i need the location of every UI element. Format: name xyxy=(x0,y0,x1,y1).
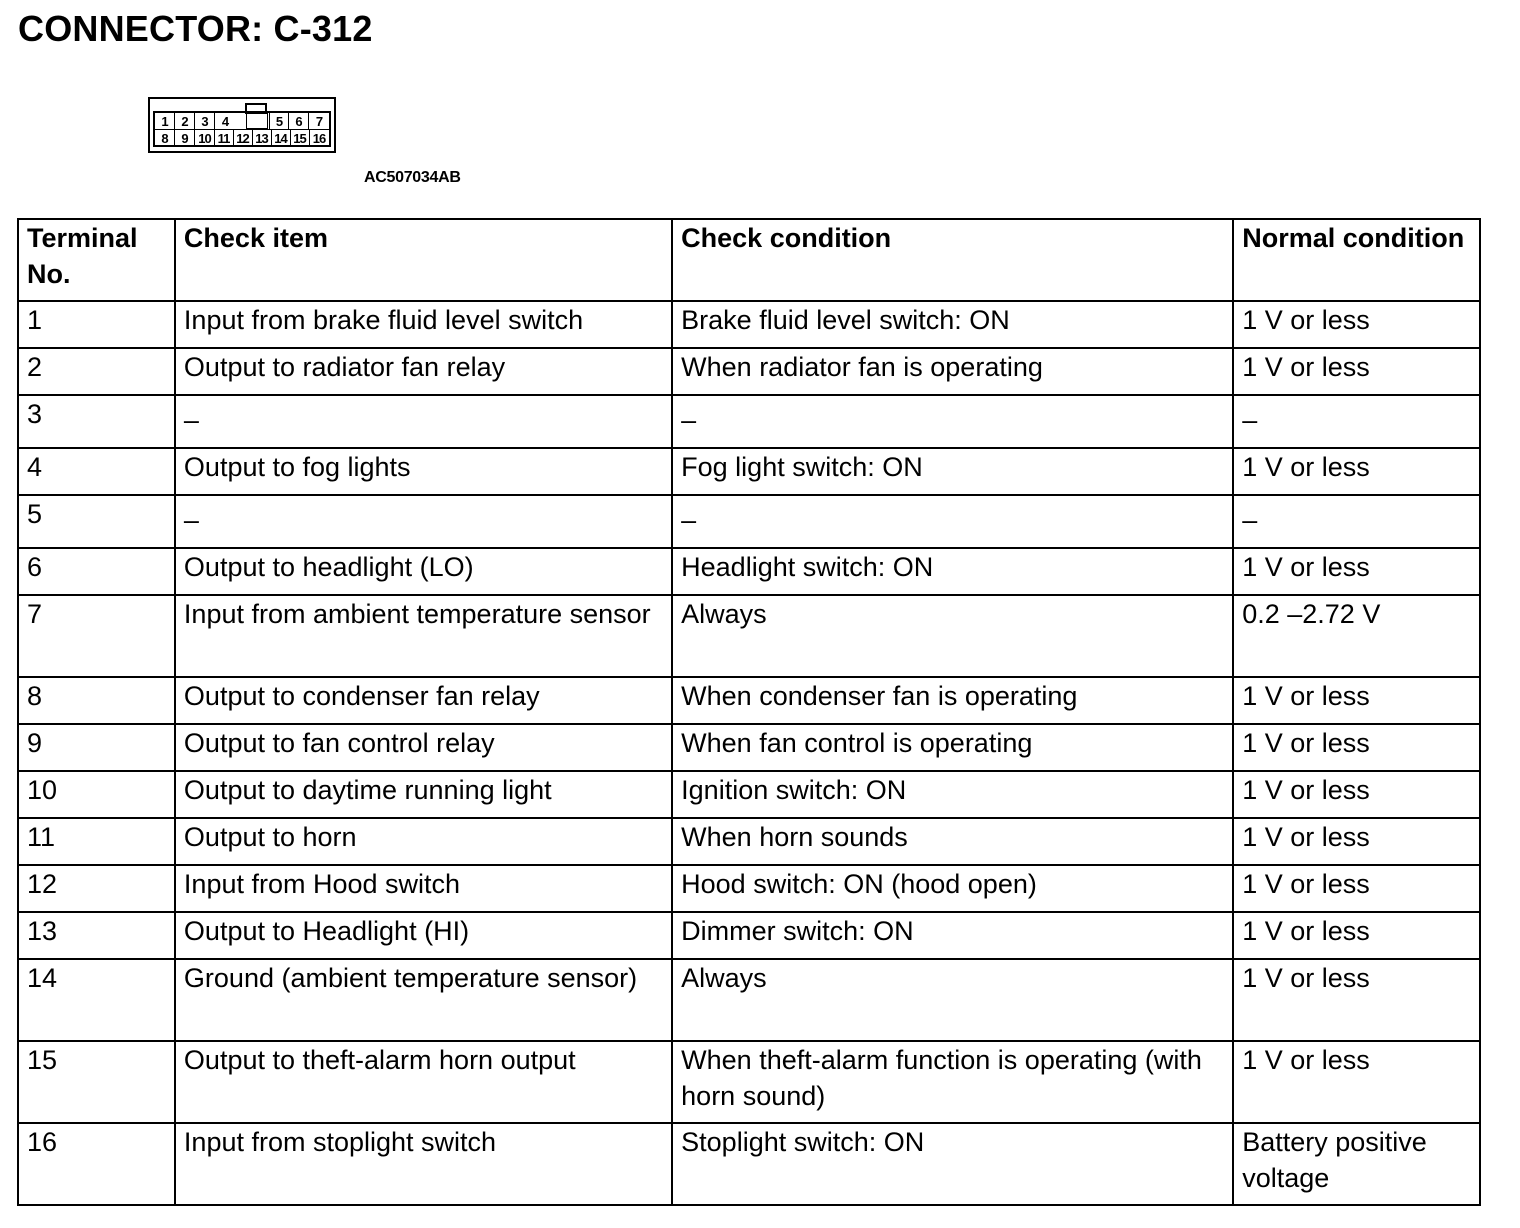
cell-check-item: Output to fog lights xyxy=(175,448,672,495)
pin-label: 8 xyxy=(155,130,175,147)
cell-check-condition: When fan control is operating xyxy=(672,724,1233,771)
cell-check-condition: Dimmer switch: ON xyxy=(672,912,1233,959)
cell-check-item: Ground (ambient temperature sensor) xyxy=(175,959,672,1041)
cell-terminal: 15 xyxy=(18,1041,175,1123)
pin-label: 6 xyxy=(289,113,309,130)
pin-label: 12 xyxy=(233,130,253,147)
cell-terminal: 12 xyxy=(18,865,175,912)
table-row xyxy=(18,1123,1480,1205)
pin-label: 13 xyxy=(252,130,272,147)
table-row xyxy=(18,724,1480,771)
terminal-check-table xyxy=(17,218,1481,1206)
cell-check-item: Output to Headlight (HI) xyxy=(175,912,672,959)
cell-terminal: 1 xyxy=(18,301,175,348)
cell-terminal: 7 xyxy=(18,595,175,677)
pin-label: 4 xyxy=(221,114,229,129)
pin-label: 15 xyxy=(290,130,310,147)
pin-label: 10 xyxy=(195,130,215,147)
cell-normal-condition: 1 V or less xyxy=(1233,548,1480,595)
cell-normal-condition: 1 V or less xyxy=(1233,912,1480,959)
table-row xyxy=(18,912,1480,959)
cell-check-condition: Hood switch: ON (hood open) xyxy=(672,865,1233,912)
cell-check-condition: Fog light switch: ON xyxy=(672,448,1233,495)
cell-check-item: Output to daytime running light xyxy=(175,771,672,818)
cell-terminal: 4 xyxy=(18,448,175,495)
cell-check-condition: Always xyxy=(672,595,1233,677)
cell-check-item: – xyxy=(175,495,672,548)
cell-check-item: Input from brake fluid level switch xyxy=(175,301,672,348)
cell-terminal: 13 xyxy=(18,912,175,959)
cell-normal-condition: 1 V or less xyxy=(1233,959,1480,1041)
cell-check-condition: Brake fluid level switch: ON xyxy=(672,301,1233,348)
table-header-row xyxy=(18,219,1480,301)
pin-label: 5 xyxy=(269,113,289,130)
table-row xyxy=(18,348,1480,395)
cell-check-condition: When condenser fan is operating xyxy=(672,677,1233,724)
pin-label: 11 xyxy=(214,130,234,147)
table-row xyxy=(18,301,1480,348)
cell-terminal: 2 xyxy=(18,348,175,395)
cell-normal-condition: 1 V or less xyxy=(1233,348,1480,395)
pin-label: 9 xyxy=(175,130,195,147)
cell-normal-condition: – xyxy=(1233,395,1480,448)
pin-label: 16 xyxy=(312,131,326,146)
table-row xyxy=(18,595,1480,677)
cell-check-item: Input from ambient temperature sensor xyxy=(175,595,672,677)
cell-normal-condition: – xyxy=(1233,495,1480,548)
pin-label: 3 xyxy=(195,113,215,130)
cell-normal-condition: Battery positive voltage xyxy=(1233,1123,1480,1205)
cell-check-condition: Stoplight switch: ON xyxy=(672,1123,1233,1205)
pin-label: 2 xyxy=(175,113,195,130)
cell-terminal: 11 xyxy=(18,818,175,865)
cell-check-item: Output to fan control relay xyxy=(175,724,672,771)
table-row xyxy=(18,865,1480,912)
connector-diagram xyxy=(148,97,336,153)
cell-terminal: 16 xyxy=(18,1123,175,1205)
cell-terminal: 6 xyxy=(18,548,175,595)
cell-terminal: 14 xyxy=(18,959,175,1041)
cell-check-item: Output to theft-alarm horn output xyxy=(175,1041,672,1123)
table-row xyxy=(18,495,1480,548)
cell-normal-condition: 1 V or less xyxy=(1233,771,1480,818)
cell-check-condition: When theft-alarm function is operating (with horn sound) xyxy=(672,1041,1233,1123)
cell-normal-condition: 1 V or less xyxy=(1233,677,1480,724)
cell-check-condition: – xyxy=(672,495,1233,548)
table-row xyxy=(18,1041,1480,1123)
cell-normal-condition: 0.2 –2.72 V xyxy=(1233,595,1480,677)
header-check-item: Check item xyxy=(175,219,672,301)
cell-normal-condition: 1 V or less xyxy=(1233,724,1480,771)
header-check-condition: Check condition xyxy=(672,219,1233,301)
cell-terminal: 5 xyxy=(18,495,175,548)
cell-check-item: Output to headlight (LO) xyxy=(175,548,672,595)
figure-code: AC507034AB xyxy=(364,169,461,186)
cell-normal-condition: 1 V or less xyxy=(1233,448,1480,495)
header-normal-condition: Normal condition xyxy=(1233,219,1480,301)
table-row xyxy=(18,771,1480,818)
table-row xyxy=(18,677,1480,724)
cell-check-condition: When horn sounds xyxy=(672,818,1233,865)
cell-check-item: Input from Hood switch xyxy=(175,865,672,912)
cell-check-item: – xyxy=(175,395,672,448)
cell-check-condition: When radiator fan is operating xyxy=(672,348,1233,395)
cell-check-condition: Headlight switch: ON xyxy=(672,548,1233,595)
cell-normal-condition: 1 V or less xyxy=(1233,865,1480,912)
connector-latch-slot xyxy=(246,113,268,129)
cell-check-condition: Always xyxy=(672,959,1233,1041)
table-row xyxy=(18,959,1480,1041)
cell-terminal: 8 xyxy=(18,677,175,724)
pin-label: 1 xyxy=(155,113,175,130)
table-row xyxy=(18,448,1480,495)
table-row xyxy=(18,818,1480,865)
cell-check-item: Input from stoplight switch xyxy=(175,1123,672,1205)
connector-pin-block xyxy=(153,111,331,147)
cell-check-item: Output to horn xyxy=(175,818,672,865)
cell-terminal: 3 xyxy=(18,395,175,448)
pin-label: 14 xyxy=(271,130,291,147)
cell-check-item: Output to radiator fan relay xyxy=(175,348,672,395)
pin-label: 7 xyxy=(315,114,323,129)
cell-check-condition: – xyxy=(672,395,1233,448)
table-row xyxy=(18,548,1480,595)
header-terminal-no: Terminal No. xyxy=(18,219,175,301)
page-title: CONNECTOR: C-312 xyxy=(18,8,373,49)
cell-normal-condition: 1 V or less xyxy=(1233,301,1480,348)
cell-terminal: 9 xyxy=(18,724,175,771)
cell-normal-condition: 1 V or less xyxy=(1233,818,1480,865)
cell-normal-condition: 1 V or less xyxy=(1233,1041,1480,1123)
cell-check-item: Output to condenser fan relay xyxy=(175,677,672,724)
cell-terminal: 10 xyxy=(18,771,175,818)
table-row xyxy=(18,395,1480,448)
cell-check-condition: Ignition switch: ON xyxy=(672,771,1233,818)
